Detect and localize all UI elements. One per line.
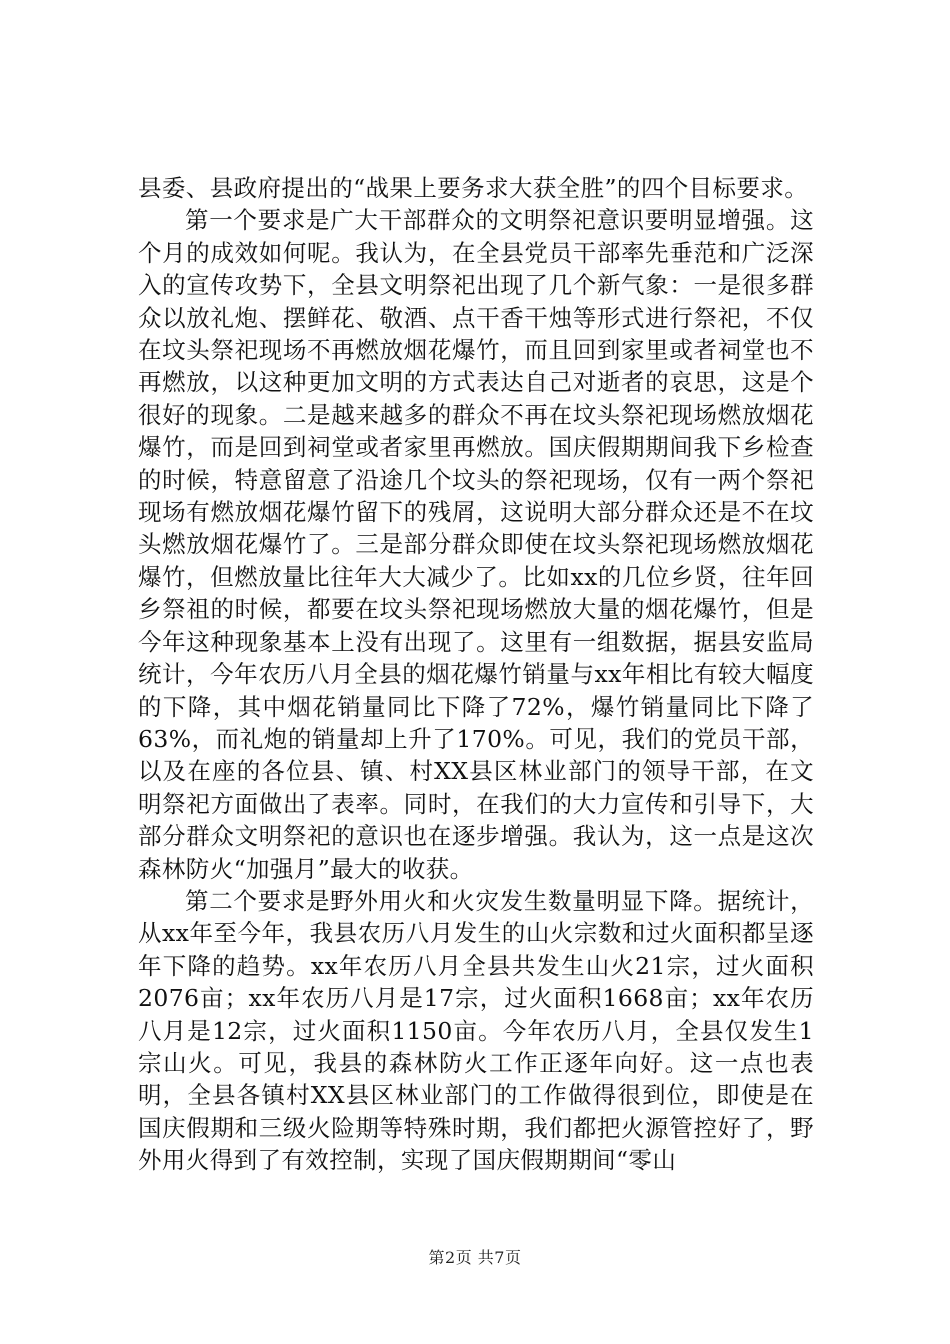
paragraph-second-requirement: 第二个要求是野外用火和火灾发生数量明显下降。据统计，从xx年至今年，我县农历八月发生的山火宗数和过火面积都呈逐年下降的趋势。xx年农历八月全县共发生山火21宗，过火面积2076亩；xx年农历八月是17宗，过火面积1668亩；xx年农历八月是12宗，过火面积1150亩。今年农历八月，全县仅发生1宗山火。可见，我县的森林防火工作正逐年向好。这一点也表明，全县各镇村XX县区林业部门的工作做得很到位，即使是在国庆假期和三级火险期等特殊时期，我们都把火源管控好了，野外用火得到了有效控制，实现了国庆假期期间“零山 [138, 886, 814, 1175]
paragraph-first-requirement: 第一个要求是广大干部群众的文明祭祀意识要明显增强。这个月的成效如何呢。我认为，在全县党员干部率先垂范和广泛深入的宣传攻势下，全县文明祭祀出现了几个新气象：一是很多群众以放礼炮、摆鲜花、敬酒、点干香干烛等形式进行祭祀，不仅在坟头祭祀现场不再燃放烟花爆竹，而且回到家里或者祠堂也不再燃放，以这种更加文明的方式表达自己对逝者的哀思，这是个很好的现象。二是越来越多的群众不再在坟头祭祀现场燃放烟花爆竹，而是回到祠堂或者家里再燃放。国庆假期期间我下乡检查的时候，特意留意了沿途几个坟头的祭祀现场，仅有一两个祭祀现场有燃放烟花爆竹留下的残屑，这说明大部分群众还是不在坟头燃放烟花爆竹了。三是部分群众即使在坟头祭祀现场燃放烟花爆竹，但燃放量比往年大大减少了。比如xx的几位乡贤，往年回乡祭祖的时候，都要在坟头祭祀现场燃放大量的烟花爆竹，但是今年这种现象基本上没有出现了。这里有一组数据，据县安监局统计，今年农历八月全县的烟花爆竹销量与xx年相比有较大幅度的下降，其中烟花销量同比下降了72%，爆竹销量同比下降了63%，而礼炮的销量却上升了170%。可见，我们的党员干部，以及在座的各位县、镇、村XX县区林业部门的领导干部，在文明祭祀方面做出了表率。同时，在我们的大力宣传和引导下，大部分群众文明祭祀的意识也在逐步增强。我认为，这一点是这次森林防火“加强月”最大的收获。 [138, 206, 814, 883]
paragraph-continuation: 县委、县政府提出的“战果上要务求大获全胜”的四个目标要求。 [138, 174, 809, 202]
page-number-footer: 第2页 共7页 [428, 1248, 522, 1267]
document-body [138, 172, 814, 1177]
